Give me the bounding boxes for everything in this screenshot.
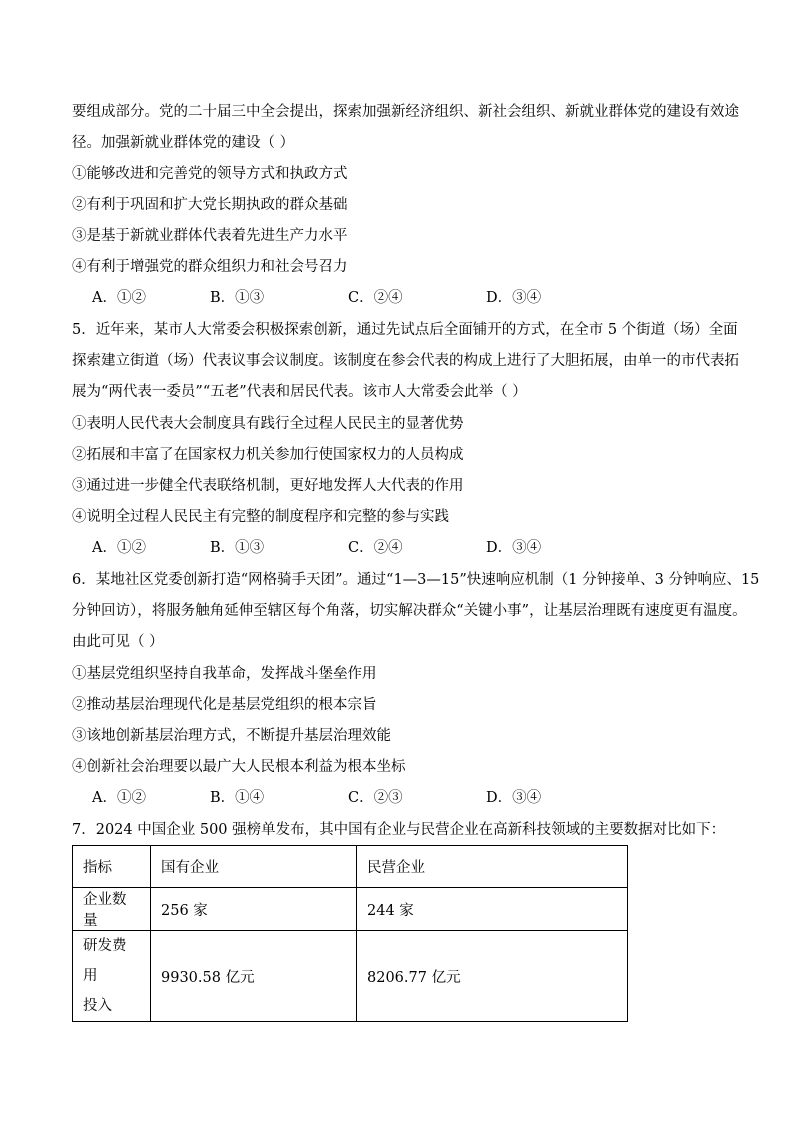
q6-options xyxy=(92,788,541,808)
q5-item-3: ③通过进一步健全代表联络机制，更好地发挥人大代表的作用 xyxy=(72,478,464,494)
q6-option-a: A．①② xyxy=(92,790,146,806)
q5-option-d: D．③④ xyxy=(486,540,542,556)
q5-stem-line-1: 5．近年来，某市人大常委会积极探索创新，通过先试点后全面铺开的方式，在全市 5 个街道（场）全面 xyxy=(72,322,738,338)
q5-options xyxy=(92,538,541,558)
table-header-cell: 指标 xyxy=(73,846,151,888)
table-cell-line: 投入 xyxy=(83,998,112,1014)
q4-item-4: ④有利于增强党的群众组织力和社会号召力 xyxy=(72,259,348,275)
table-cell: 企业数量 xyxy=(73,888,151,931)
q6-item-4: ④创新社会治理要以最广大人民根本利益为根本坐标 xyxy=(72,759,406,775)
table-cell xyxy=(73,931,151,1022)
q6-stem-line-2: 分钟回访），将服务触角延伸至辖区每个角落，切实解决群众“关键小事”，让基层治理既有速度更有温度。 xyxy=(72,603,747,619)
q6-stem-line-1: 6．某地社区党委创新打造“网格骑手天团”。通过“1—3—15”快速响应机制（1 分钟接单、3 分钟响应、15 xyxy=(72,572,760,588)
q7-stem: 7．2024 中国企业 500 强榜单发布，其中国有企业与民营企业在高新科技领域的主要数据对比如下： xyxy=(72,822,726,838)
q4-option-a: A．①② xyxy=(92,290,146,306)
q6-item-1: ①基层党组织坚持自我革命，发挥战斗堡垒作用 xyxy=(72,666,377,682)
q5-option-a: A．①② xyxy=(92,540,146,556)
q5-option-c: C．②④ xyxy=(348,540,403,556)
q5-option-b: B．①③ xyxy=(210,540,265,556)
q5-item-2: ②拓展和丰富了在国家权力机关参加行使国家权力的人员构成 xyxy=(72,447,464,463)
q4-item-1: ①能够改进和完善党的领导方式和执政方式 xyxy=(72,166,348,182)
table-header-cell: 国有企业 xyxy=(151,846,357,888)
q6-option-b: B．①④ xyxy=(210,790,265,806)
table-header-cell: 民营企业 xyxy=(357,846,628,888)
q5-item-1: ①表明人民代表大会制度具有践行全过程人民民主的显著优势 xyxy=(72,416,464,432)
table-header-row xyxy=(73,846,628,888)
table-row xyxy=(73,931,628,1022)
table-row xyxy=(73,888,628,931)
q6-item-2: ②推动基层治理现代化是基层党组织的根本宗旨 xyxy=(72,697,377,713)
q4-stem-line-1: 要组成部分。党的二十届三中全会提出，探索加强新经济组织、新社会组织、新就业群体党的建设有效途 xyxy=(72,104,739,120)
q4-stem-line-2: 径。加强新就业群体党的建设（ ） xyxy=(72,135,295,151)
table-cell-line: 研发费用 xyxy=(83,938,127,984)
q4-options xyxy=(92,288,541,308)
q6-stem-line-3: 由此可见（ ） xyxy=(72,634,164,650)
q4-option-b: B．①③ xyxy=(210,290,265,306)
table-cell: 8206.77 亿元 xyxy=(357,931,628,1022)
q5-stem-line-2: 探索建立街道（场）代表议事会议制度。该制度在参会代表的构成上进行了大胆拓展，由单一的市代表拓 xyxy=(72,353,739,369)
q6-option-c: C．②③ xyxy=(348,790,403,806)
q6-option-d: D．③④ xyxy=(486,790,542,806)
table-cell: 244 家 xyxy=(357,888,628,931)
q5-stem-line-3: 展为“两代表一委员”“五老”代表和居民代表。该市人大常委会此举（ ） xyxy=(72,384,527,400)
table-cell: 256 家 xyxy=(151,888,357,931)
table-cell: 9930.58 亿元 xyxy=(151,931,357,1022)
q7-data-table xyxy=(72,845,628,1022)
q6-item-3: ③该地创新基层治理方式，不断提升基层治理效能 xyxy=(72,728,391,744)
q4-item-2: ②有利于巩固和扩大党长期执政的群众基础 xyxy=(72,197,348,213)
q4-option-c: C．②④ xyxy=(348,290,403,306)
q4-item-3: ③是基于新就业群体代表着先进生产力水平 xyxy=(72,228,348,244)
q4-option-d: D．③④ xyxy=(486,290,542,306)
q5-item-4: ④说明全过程人民民主有完整的制度程序和完整的参与实践 xyxy=(72,509,449,525)
